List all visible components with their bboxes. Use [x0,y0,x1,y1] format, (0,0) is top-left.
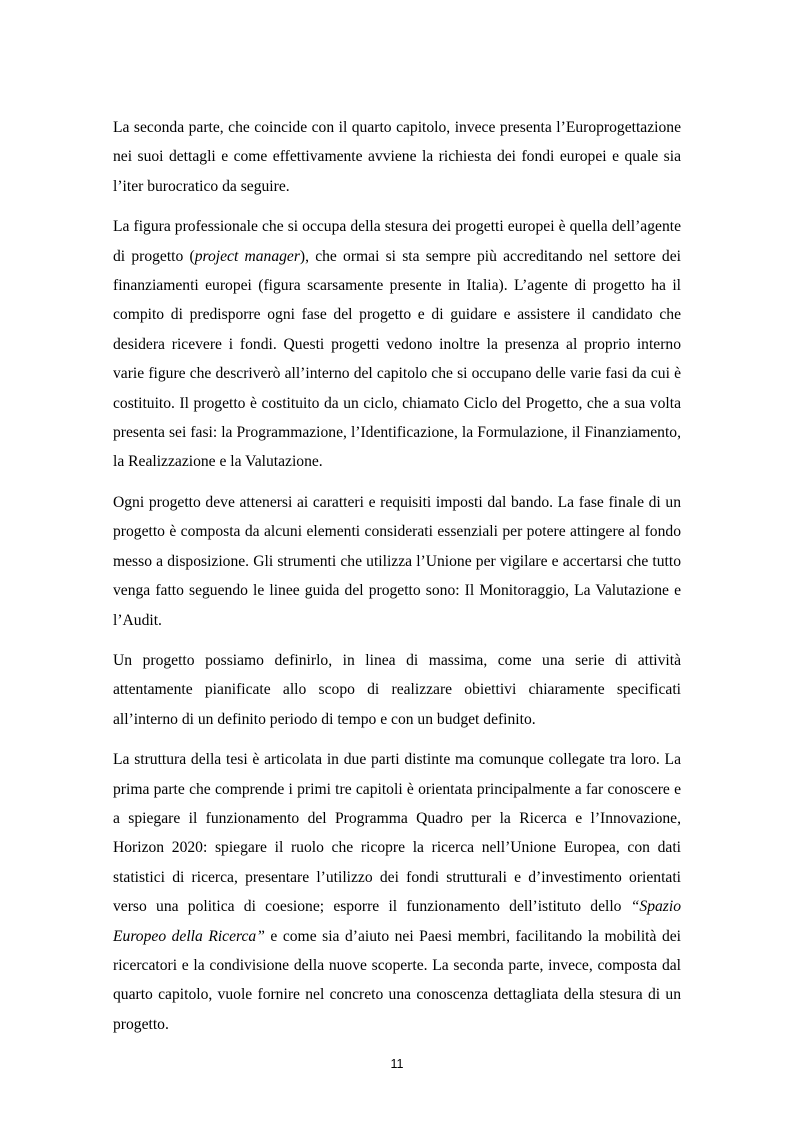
page-number: 11 [390,1057,404,1071]
paragraph-2 [113,212,681,477]
paragraph-2-italic-term: project manager [194,247,300,265]
paragraph-5-italic-term: “Spazio Europeo della Ricerca” [113,898,681,945]
paragraph-5 [113,745,681,1039]
paragraph-2-text-c: ), che ormai si sta sempre più accreditando nel settore dei finanziamenti europei (figura scarsamente presente in Italia). L’agente di progetto ha il compito di predisporre ogni fase del progetto e di guidare e assistere il candidato che desidera ricevere i fondi. Questi progetti vedono inoltre la presenza al proprio interno varie figure che descriverò all’interno del capitolo che si occupano delle varie fasi da cui è costituito. Il progetto è costituito da un ciclo, chiamato Ciclo del Progetto, che a sua volta presenta sei fasi: la Programmazione, l’Identificazione, la Formulazione, il Finanziamento, la Realizzazione e la Valutazione. [113,247,681,471]
paragraph-4: Un progetto possiamo definirlo, in linea di massima, come una serie di attività attentamente pianificate allo scopo di realizzare obiettivi chiaramente specificati all’interno di un definito periodo di tempo e con un budget definito. [113,651,681,728]
paragraph-3: Ogni progetto deve attenersi ai caratteri e requisiti imposti dal bando. La fase finale di un progetto è composta da alcuni elementi considerati essenziali per potere attingere al fondo messo a disposizione. Gli strumenti che utilizza l’Unione per vigilare e accertarsi che tutto venga fatto seguendo le linee guida del progetto sono: Il Monitoraggio, La Valutazione e l’Audit. [113,493,681,629]
paragraph-5-text-a: La struttura della tesi è articolata in due parti distinte ma comunque collegate tra loro. La prima parte che comprende i primi tre capitoli è orientata principalmente a far conoscere e a spiegare il funzionamento del Programma Quadro per la Ricerca e l’Innovazione, Horizon 2020: spiegare il ruolo che ricopre la ricerca nell’Unione Europea, con dati statistici di ricerca, presentare l’utilizzo dei fondi strutturali e d’investimento orientati verso una politica di coesione; esporre il funzionamento dell’istituto dello [113,751,681,916]
paragraph-1: La seconda parte, che coincide con il quarto capitolo, invece presenta l’Europrogettazione nei suoi dettagli e come effettivamente avviene la richiesta dei fondi europei e quale sia l’iter burocratico da seguire. [113,119,681,195]
paragraph-2-text-a: La figura professionale che si occupa della stesura dei progetti europei è quella dell’agente di progetto ( [113,218,681,265]
body-text [113,113,681,1050]
paragraph-5-text-c: e come sia d’aiuto nei Paesi membri, facilitando la mobilità dei ricercatori e la condivisione della nuove scoperte. La seconda parte, invece, composta dal quarto capitolo, vuole fornire nel concreto una conoscenza dettagliata della stesura di un progetto. [113,927,681,1033]
